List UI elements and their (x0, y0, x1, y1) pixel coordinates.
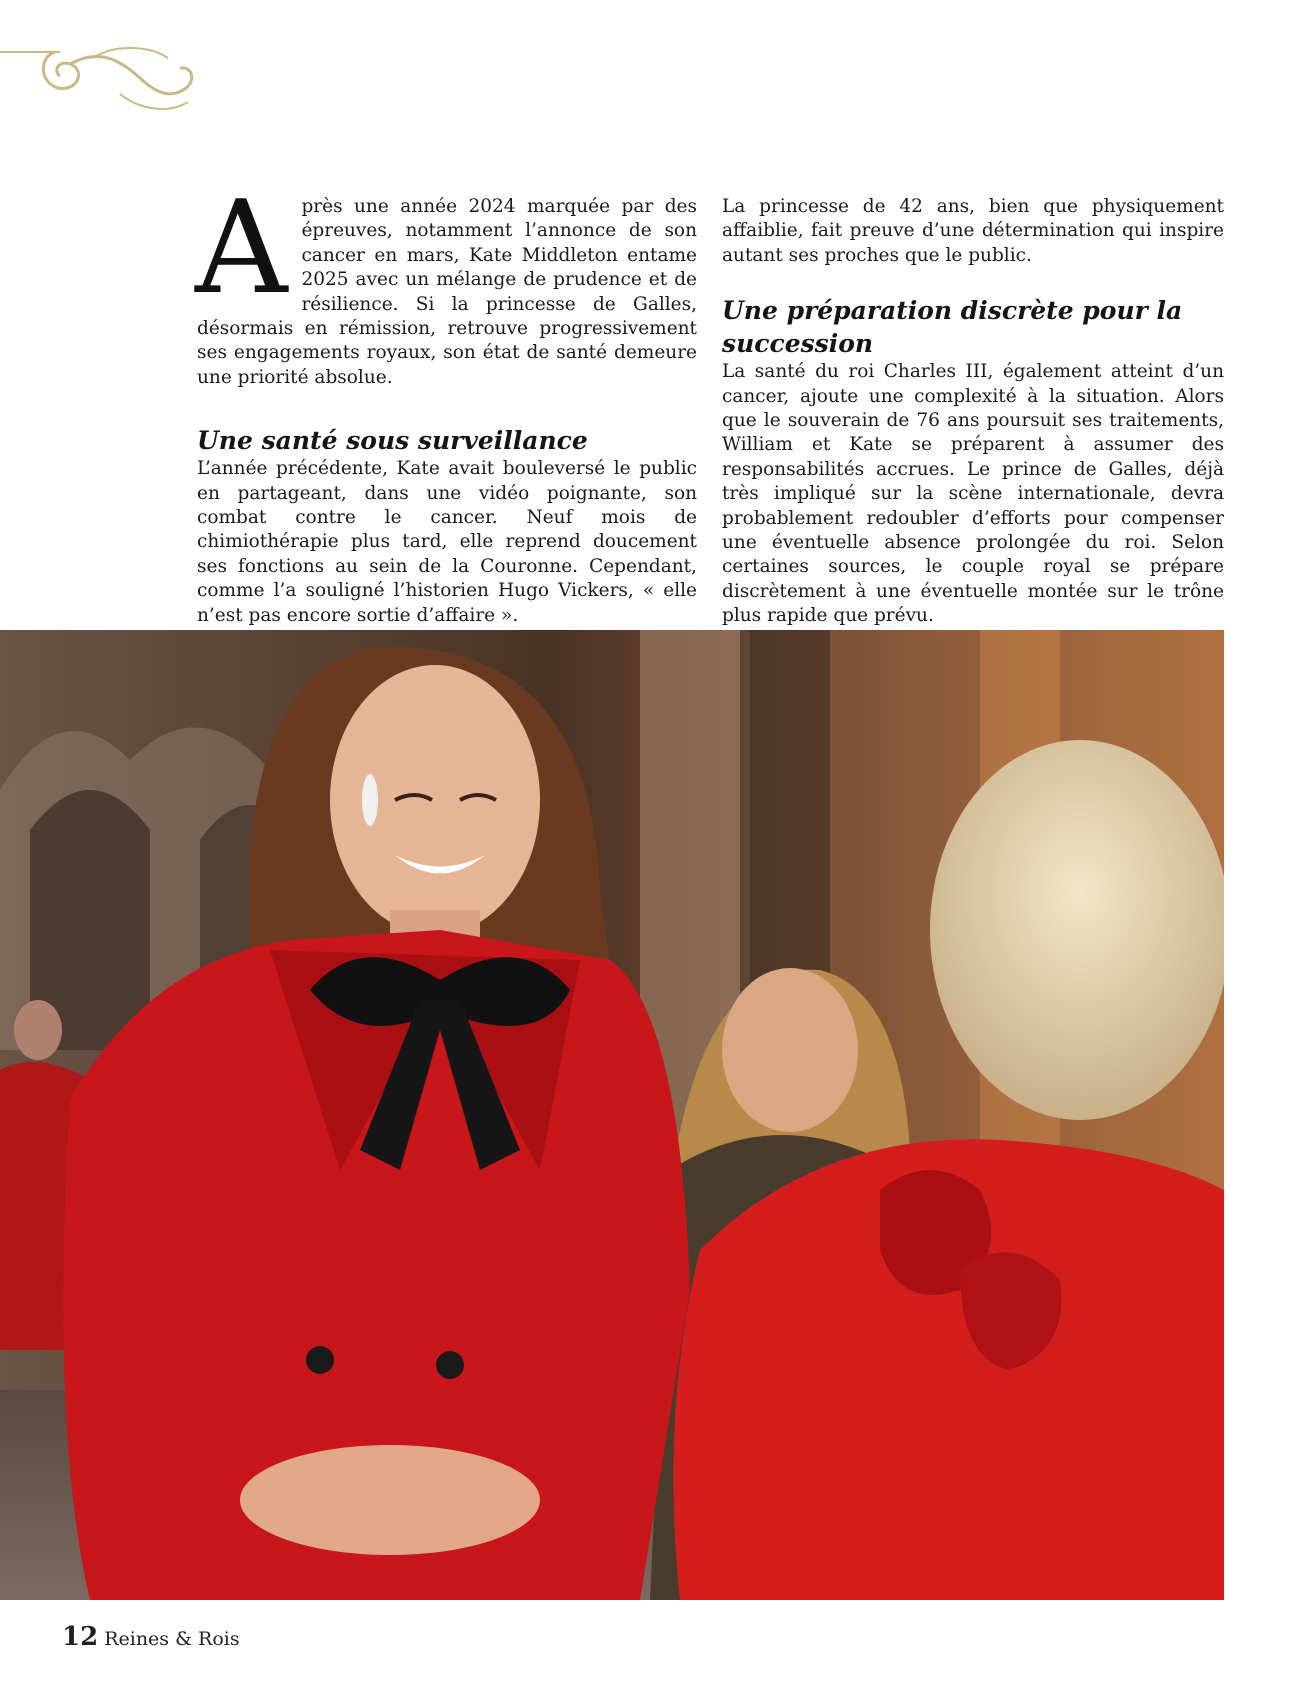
article-column-right (722, 195, 1224, 629)
drop-cap: A (195, 174, 288, 323)
flourish-ornament-icon (0, 30, 200, 120)
intro-text: près une année 2024 marquée par des épreuves, notamment l’annonce de son cancer en mars, Kate Middleton entame 2025 avec un mélange de prudence et de résilience. Si la princesse de Galles, désormais en rémission, retrouve progressivement ses engagements royaux, son état de santé demeure une priorité absolue. (197, 196, 697, 388)
section-heading-health: Une santé sous surveillance (197, 426, 588, 456)
article-column-left (195, 174, 697, 628)
section-body-succession: La santé du roi Charles III, également atteint d’un cancer, ajoute une complexité à la situation. Alors que le souverain de 76 ans poursuit ses traitements, William et Kate se préparent à assumer des responsabilités accrues. Le prince de Galles, déjà très impliqué sur la scène internationale, devra probablement redoubler d’efforts pour compenser une éventuelle absence prolongée du roi. Selon certaines sources, le couple royal se prépare discrètement à une éventuelle montée sur le trône plus rapide que prévu. (722, 361, 1224, 627)
section-body-health-continued: La princesse de 42 ans, bien que physiquement affaiblie, fait preuve d’une détermination qui inspire autant ses proches que le public. (722, 196, 1224, 266)
article-photo (0, 630, 1224, 1600)
page-number: 12 (62, 1622, 99, 1652)
photo-illustration (0, 630, 1224, 1600)
intro-paragraph (195, 174, 697, 390)
magazine-name: Reines & Rois (104, 1628, 240, 1650)
section-heading-succession: Une préparation discrète pour la succession (722, 296, 1183, 359)
section-body-health: L’année précédente, Kate avait bouleversé le public en partageant, dans une vidéo poignante, son combat contre le cancer. Neuf mois de chimiothérapie plus tard, elle reprend doucement ses fonctions au sein de la Couronne. Cependant, comme l’a souligné l’historien Hugo Vickers, « elle n’est pas encore sortie d’affaire ». (197, 458, 697, 626)
page-footer (62, 1622, 240, 1652)
